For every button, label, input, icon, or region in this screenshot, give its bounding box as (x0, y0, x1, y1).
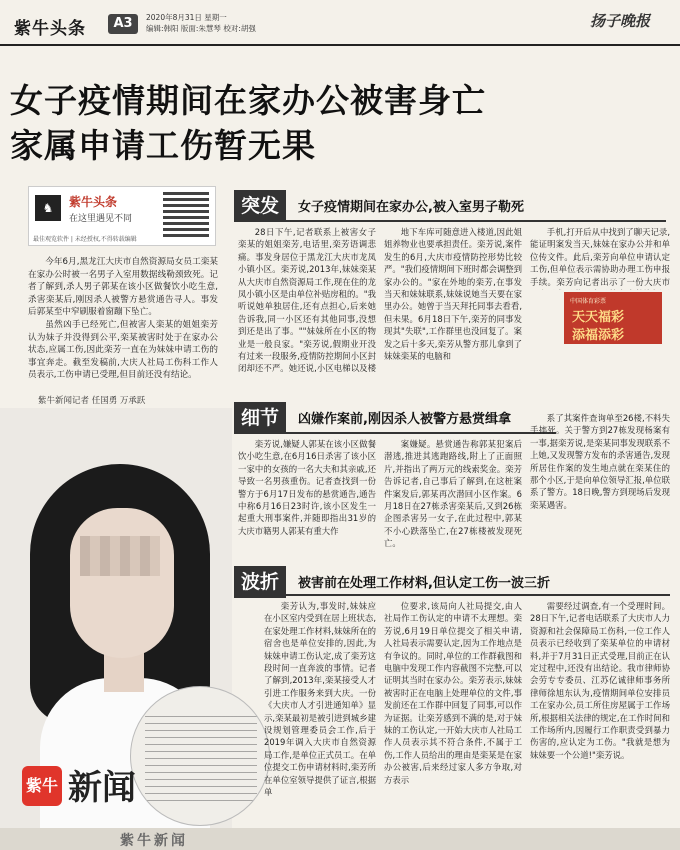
footer-text: 紫牛新闻 (120, 833, 188, 849)
section-3-col-3 (530, 600, 670, 826)
byline: 紫牛新闻记者 任国勇 万承跃 (38, 396, 146, 406)
section-tag-1: 突发 (234, 190, 286, 222)
headline-line-1: 女子疫情期间在家办公被害身亡 (10, 81, 486, 120)
lottery-ad (564, 292, 662, 344)
s2-c2-text: 案嫌疑。悬赏通告称郭某犯案后潜逃,推进其逃跑路线,附上了正面照片,并指出了两万元的线索奖金。栾芳告诉记者,自己事后了解到,在这桩案件案发后,郭某再次潜回小区作案。6月18日在27栋杀害栾某后,又到26栋企图杀害另一女子,在此过程中,郭某不小心跌落坠亡,在27栋楼被发现死亡。 (384, 439, 522, 549)
section-3-col-2 (384, 600, 522, 826)
ad-top-text: 中国体育彩票 (570, 298, 607, 305)
promo-subtitle: 在这里遇见不同 (69, 214, 133, 224)
qr-code-icon (163, 191, 209, 237)
document-lines (145, 711, 257, 801)
section-tag-2: 细节 (234, 402, 286, 434)
header-date: 2020年8月31日 星期一 (146, 13, 227, 22)
section-2-col-3 (530, 412, 670, 562)
header-editors: 编辑:韩阳 版面:朱慧琴 校对:胡强 (146, 24, 256, 33)
section-title-2: 凶嫌作案前,刚因杀人被警方悬赏缉拿 (298, 412, 511, 427)
section-title-1: 女子疫情期间在家办公,被入室男子勒死 (298, 200, 524, 215)
section-2-col-2 (384, 438, 522, 562)
intro-paragraph-2: 虽然凶手已经死亡,但被害人栾某的姐姐栾芳认为妹子并没得到公平,栾某被害时处于在家办公状态,应属工伤,因此栾芳一直在为妹妹申请工伤的事宜奔走。截至发稿前,大庆人社局工伤科工作人员表示,工伤申请已受理,但目前还没有结论。 (28, 319, 218, 381)
s3-c1-text: 栾芳认为,事发时,妹妹应在小区室内受到在居上班状态,在家处理工作材料,妹妹所在的宿舍也是单位安排的,因此,为妹妹申请工伤认定,成了栾芳这段时间一直奔波的事情。记者了解到,2013年,栾某接受人才引进工作服务来到大庆。一份《大庆市人才引进通知单》显示,栾某最初是被引进到城乡建设规划管理委员会工作,后于2019年调入大庆市自然资源局工作,是单位正式员工。在单位提交工伤申请材料时,栾芳所在单位室领导提供了证言,根据单 (264, 601, 376, 798)
s1-c3-text: 手机,打开后从中找到了聊天记录,能证明案发当天,妹妹在家办公并和单位传文件。此后,栾芳向单位申请认定工伤,但单位表示需协助办理工伤申报手续。栾芳向记者出示了一份大庆市 (530, 227, 670, 287)
mosaic-blur (80, 536, 160, 576)
promo-footer: 最佳观览软件 | 未经授权,不得转载编辑 (33, 236, 137, 243)
section-1-col-2 (384, 226, 522, 374)
headline-line-2: 家属申请工伤暂无果 (10, 126, 316, 165)
section-2-col-1 (238, 438, 376, 562)
s1-c1-text: 28日下午,记者联系上被害女子栾某的姐姐栾芳,电话里,栾芳语调悲痛。事发身居位于黑龙江大庆市龙凤小镇小区。栾芳说,2013年,妹妹栾某从大庆市自然资源局工作,现在住的龙凤小镇小区是由单位补贴房租的。"我听说她单独居住,还有点担心,后来她告诉我,同一小区还有其他同事,没想到还是出了事。""妹妹所在小区的物业是一般良家。"栾芳说,假期业开没有过来一段服务,疫情防控期间小区封闭却还不严。她还说,小区电梯以及楼 (238, 227, 376, 374)
masthead-logo: 扬子晚报 (589, 12, 650, 30)
ziniu-logo-icon: 紫牛 (22, 766, 62, 806)
section-1-col-1 (238, 226, 376, 374)
section-brand: 紫牛头条 (14, 19, 86, 39)
footer-strip (0, 828, 680, 850)
s3-c3-text: 需要经过调查,有一个受理时间。28日下午,记者电话联系了大庆市人力资源和社会保障局工伤科,一位工作人员表示已经收到了栾某单位的申请材料,并于7月31日正式受理,目前正在认定过程中,还没有出结论。我市律师协会劳专专委员、江苏亿诚律师事务所律师徐旭东认为,疫情期间单位安排员工在家办公,员工所住房屋属于工作场所,根据相关法律的规定,在工作时间和工作场所内,因履行工作职责受到暴力伤害的,应认定为工伤。"我就是想为妹妹要一个公道!"栾芳说。 (530, 601, 670, 760)
section-rule-1 (286, 220, 666, 222)
header-meta (146, 12, 256, 34)
section-3-col-1 (264, 600, 376, 826)
s2-c1-text: 栾芳说,嫌疑人郭某在该小区做餐饮小吃生意,在6月16日杀害了该小区一家中的女孩的一名大夫和其亲戚,还导致一名男孩重伤。记者查找到一份警方于6月17日发布的悬赏通告,通告中称6月16日23时许,该小区发生一起重大刑事案件,并随即指出31岁的大庆市籍男人郭某有重大作 (238, 439, 376, 536)
promo-title: 紫牛头条 (69, 195, 118, 209)
intro-paragraph-1: 今年6月,黑龙江大庆市自然资源局女员工栾某在家办公时被一名男子入室用数据线勒颈致死。记者了解到,杀人男子郭某在该小区做餐饮小吃生意,杀害栾某后,刚因杀人被警方悬赏通告寻人。事发后郭某至中窄刷服着窗蹦下坠亡。 (28, 257, 218, 318)
photo-face (70, 508, 174, 658)
photo-neck (104, 652, 144, 692)
section-1-col-3 (530, 226, 670, 290)
news-logo-text: 新闻 (68, 768, 136, 808)
s3-c2-text: 位要求,该局向人社局提交,由人社局作工伤认定的申请不太理想。栾芳说,6月19日单位提交了相关申请,人社局表示需要认定,因为工作地点是有争议的。同时,单位的工作群截图和电脑中发现工作内容截图不完整,可以证明其当时在家办公。栾芳表示,妹妹被害时正在电脑上处理单位的文件,事发前还在工作群中回复了同事,可以作为证据。让栾芳感到不满的是,对于妹妹的工伤认定,一开始大庆市人社局工作人员表示其不符合条件,不属于工伤,工作人员给出的理由是栾某是在家办公被害,后来经过家人多方争取,对方表示 (384, 601, 522, 785)
bull-logo-icon: ♞ (35, 195, 61, 221)
ad-line-2: 添福添彩 (572, 328, 625, 343)
document-photo (130, 686, 270, 826)
ad-line-1: 天天福彩 (572, 310, 625, 325)
page-number-badge: A3 (108, 14, 138, 34)
page-header (0, 0, 680, 46)
s2-c3-text: 系了其案件查询单至26楼,不料失手摔死。关于警方到27栋发现杨案有一事,据栾芳说,是栾某同事发现联系不上她,又发现警方发布的杀害通告,发现所居住作案的发生地点就在栾某住的那个小区,于是向单位领导汇报,单位联系了警方。18日晚,警方到现场后发现栾某遇害。 (530, 413, 670, 510)
section-title-3: 被害前在处理工作材料,但认定工伤一波三折 (298, 576, 550, 591)
intro-text (28, 256, 218, 382)
s1-c2-text: 地下车库可随意进入楼道,因此姐姐养物业也要承担责任。栾芳说,案件发生的6月,大庆市疫情防控形势比较严。"我们疫情期间下班时都会调整到家办公的。"家在外地的栾芳,在事发当天和妹妹联系,妹妹说她当天要在家里办公。她曾于当天拜托同事去看看,但未果。6月18日下午,栾芳的同事发现其"失联",工作群里也没回复了。案发之后十多天,栾芳从警方那儿拿到了妹妹栾某的电脑和 (384, 227, 522, 362)
promo-box (28, 186, 216, 246)
main-headline (10, 78, 670, 168)
section-rule-2 (286, 432, 556, 434)
section-tag-3: 波折 (234, 566, 286, 598)
section-rule-3 (286, 594, 670, 596)
